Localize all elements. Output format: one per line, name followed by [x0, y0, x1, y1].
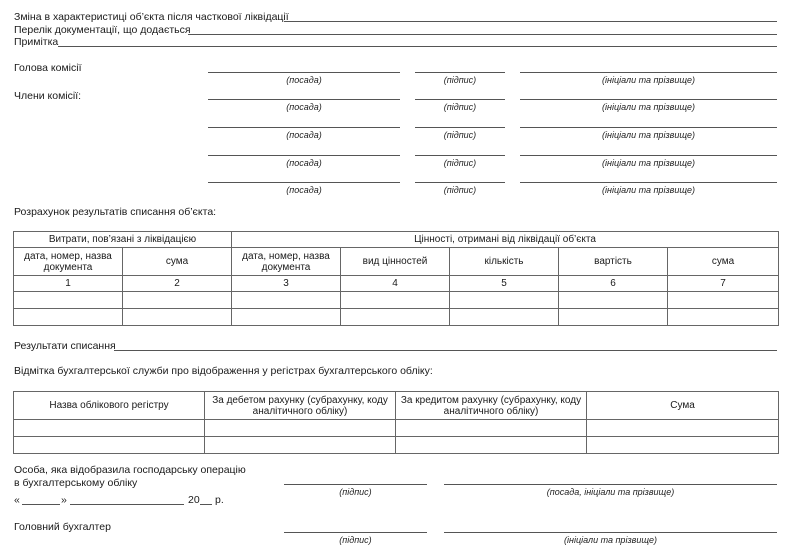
table-cell[interactable]: [396, 420, 587, 437]
table-cell[interactable]: [587, 420, 779, 437]
person-label-line1: Особа, яка відобразила господарську операцію: [14, 464, 246, 476]
note-label: Примітка: [14, 36, 59, 48]
caption-signature: (підпис): [339, 535, 372, 545]
calc-col-number: 6: [559, 276, 668, 292]
results-field[interactable]: [114, 350, 777, 351]
table-row: [14, 420, 779, 437]
caption-signature: (підпис): [443, 102, 477, 112]
caption-position-name: (посада, ініціали та прізвище): [546, 487, 675, 497]
table-cell[interactable]: [668, 292, 779, 309]
caption-signature: (підпис): [443, 75, 477, 85]
calc-table: [13, 231, 779, 326]
position-field[interactable]: [208, 155, 400, 156]
caption-signature: (підпис): [443, 158, 477, 168]
date-year-field[interactable]: [200, 504, 212, 505]
date-quote-close: »: [61, 494, 67, 506]
calc-col-header: сума: [668, 248, 779, 276]
table-cell[interactable]: [232, 292, 341, 309]
table-cell[interactable]: [341, 292, 450, 309]
name-field[interactable]: [520, 99, 777, 100]
signature-field[interactable]: [415, 99, 505, 100]
chief-signature-field[interactable]: [284, 532, 427, 533]
signature-field[interactable]: [415, 182, 505, 183]
accounting-col-header: Сума: [587, 392, 779, 420]
table-cell[interactable]: [14, 437, 205, 454]
signature-field[interactable]: [415, 155, 505, 156]
caption-position: (посада): [286, 130, 322, 140]
chief-name-field[interactable]: [444, 532, 777, 533]
signature-field[interactable]: [415, 72, 505, 73]
position-field[interactable]: [208, 182, 400, 183]
table-cell[interactable]: [559, 309, 668, 326]
table-cell[interactable]: [123, 292, 232, 309]
chief-accountant-label: Головний бухгалтер: [14, 521, 111, 533]
accounting-col-header: За кредитом рахунку (субрахунку, коду аналітичного обліку): [396, 392, 587, 420]
name-field[interactable]: [520, 155, 777, 156]
caption-position: (посада): [286, 102, 322, 112]
position-field[interactable]: [208, 72, 400, 73]
table-cell[interactable]: [559, 292, 668, 309]
name-field[interactable]: [520, 127, 777, 128]
accounting-col-header: Назва облікового регістру: [14, 392, 205, 420]
calc-col-header: дата, номер, назва документа: [232, 248, 341, 276]
position-field[interactable]: [208, 127, 400, 128]
change-label: Зміна в характеристиці об’єкта після часткової ліквідації: [14, 11, 289, 23]
table-cell[interactable]: [668, 309, 779, 326]
caption-position: (посада): [286, 185, 322, 195]
accounting-col-header: За дебетом рахунку (субрахунку, коду аналітичного обліку): [205, 392, 396, 420]
calc-col-number: 4: [341, 276, 450, 292]
table-row: [14, 292, 779, 309]
table-cell[interactable]: [14, 420, 205, 437]
note-field[interactable]: [58, 46, 777, 47]
table-cell[interactable]: [14, 309, 123, 326]
table-row: [14, 309, 779, 326]
results-label: Результати списання: [14, 340, 116, 352]
docs-label: Перелік документації, що додається: [14, 24, 191, 36]
person-label-line2: в бухгалтерському обліку: [14, 477, 138, 489]
table-cell[interactable]: [450, 292, 559, 309]
calc-col-header: вартість: [559, 248, 668, 276]
position-field[interactable]: [208, 99, 400, 100]
table-cell[interactable]: [341, 309, 450, 326]
calc-col-header: вид цінностей: [341, 248, 450, 276]
caption-signature: (підпис): [443, 130, 477, 140]
table-cell[interactable]: [232, 309, 341, 326]
table-row: [14, 437, 779, 454]
person-signature-field[interactable]: [284, 484, 427, 485]
date-year-suffix: р.: [215, 494, 224, 506]
table-cell[interactable]: [123, 309, 232, 326]
calc-col-header: кількість: [450, 248, 559, 276]
caption-name: (ініціали та прізвище): [564, 535, 657, 545]
table-cell[interactable]: [14, 292, 123, 309]
date-year-prefix: 20: [188, 494, 200, 506]
calc-col-number: 2: [123, 276, 232, 292]
docs-field[interactable]: [188, 34, 777, 35]
table-cell[interactable]: [205, 437, 396, 454]
caption-position: (посада): [286, 75, 322, 85]
caption-name: (ініціали та прізвище): [602, 102, 695, 112]
calc-group-costs: Витрати, пов’язані з ліквідацією: [14, 232, 232, 248]
accounting-table: [13, 391, 779, 454]
caption-name: (ініціали та прізвище): [602, 75, 695, 85]
date-month-field[interactable]: [70, 504, 184, 505]
caption-name: (ініціали та прізвище): [602, 130, 695, 140]
table-cell[interactable]: [396, 437, 587, 454]
calc-col-number: 5: [450, 276, 559, 292]
commission-members-label: Члени комісії:: [14, 90, 82, 102]
calc-col-number: 7: [668, 276, 779, 292]
name-field[interactable]: [520, 72, 777, 73]
date-day-field[interactable]: [22, 504, 60, 505]
table-cell[interactable]: [450, 309, 559, 326]
caption-signature: (підпис): [339, 487, 372, 497]
date-quote-open: «: [14, 494, 20, 506]
caption-signature: (підпис): [443, 185, 477, 195]
signature-field[interactable]: [415, 127, 505, 128]
calc-title: Розрахунок результатів списання об’єкта:: [14, 206, 217, 218]
calc-group-values: Цінності, отримані від ліквідації об’єкта: [232, 232, 779, 248]
calc-col-header: сума: [123, 248, 232, 276]
person-position-name-field[interactable]: [444, 484, 777, 485]
caption-name: (ініціали та прізвище): [602, 158, 695, 168]
calc-col-number: 1: [14, 276, 123, 292]
commission-head-label: Голова комісії: [14, 62, 82, 74]
caption-name: (ініціали та прізвище): [602, 185, 695, 195]
accounting-title: Відмітка бухгалтерської служби про відображення у регістрах бухгалтерського обліку:: [14, 365, 433, 377]
table-cell[interactable]: [205, 420, 396, 437]
calc-col-number: 3: [232, 276, 341, 292]
change-field[interactable]: [284, 21, 777, 22]
caption-position: (посада): [286, 158, 322, 168]
calc-col-header: дата, номер, назва документа: [14, 248, 123, 276]
table-cell[interactable]: [587, 437, 779, 454]
name-field[interactable]: [520, 182, 777, 183]
